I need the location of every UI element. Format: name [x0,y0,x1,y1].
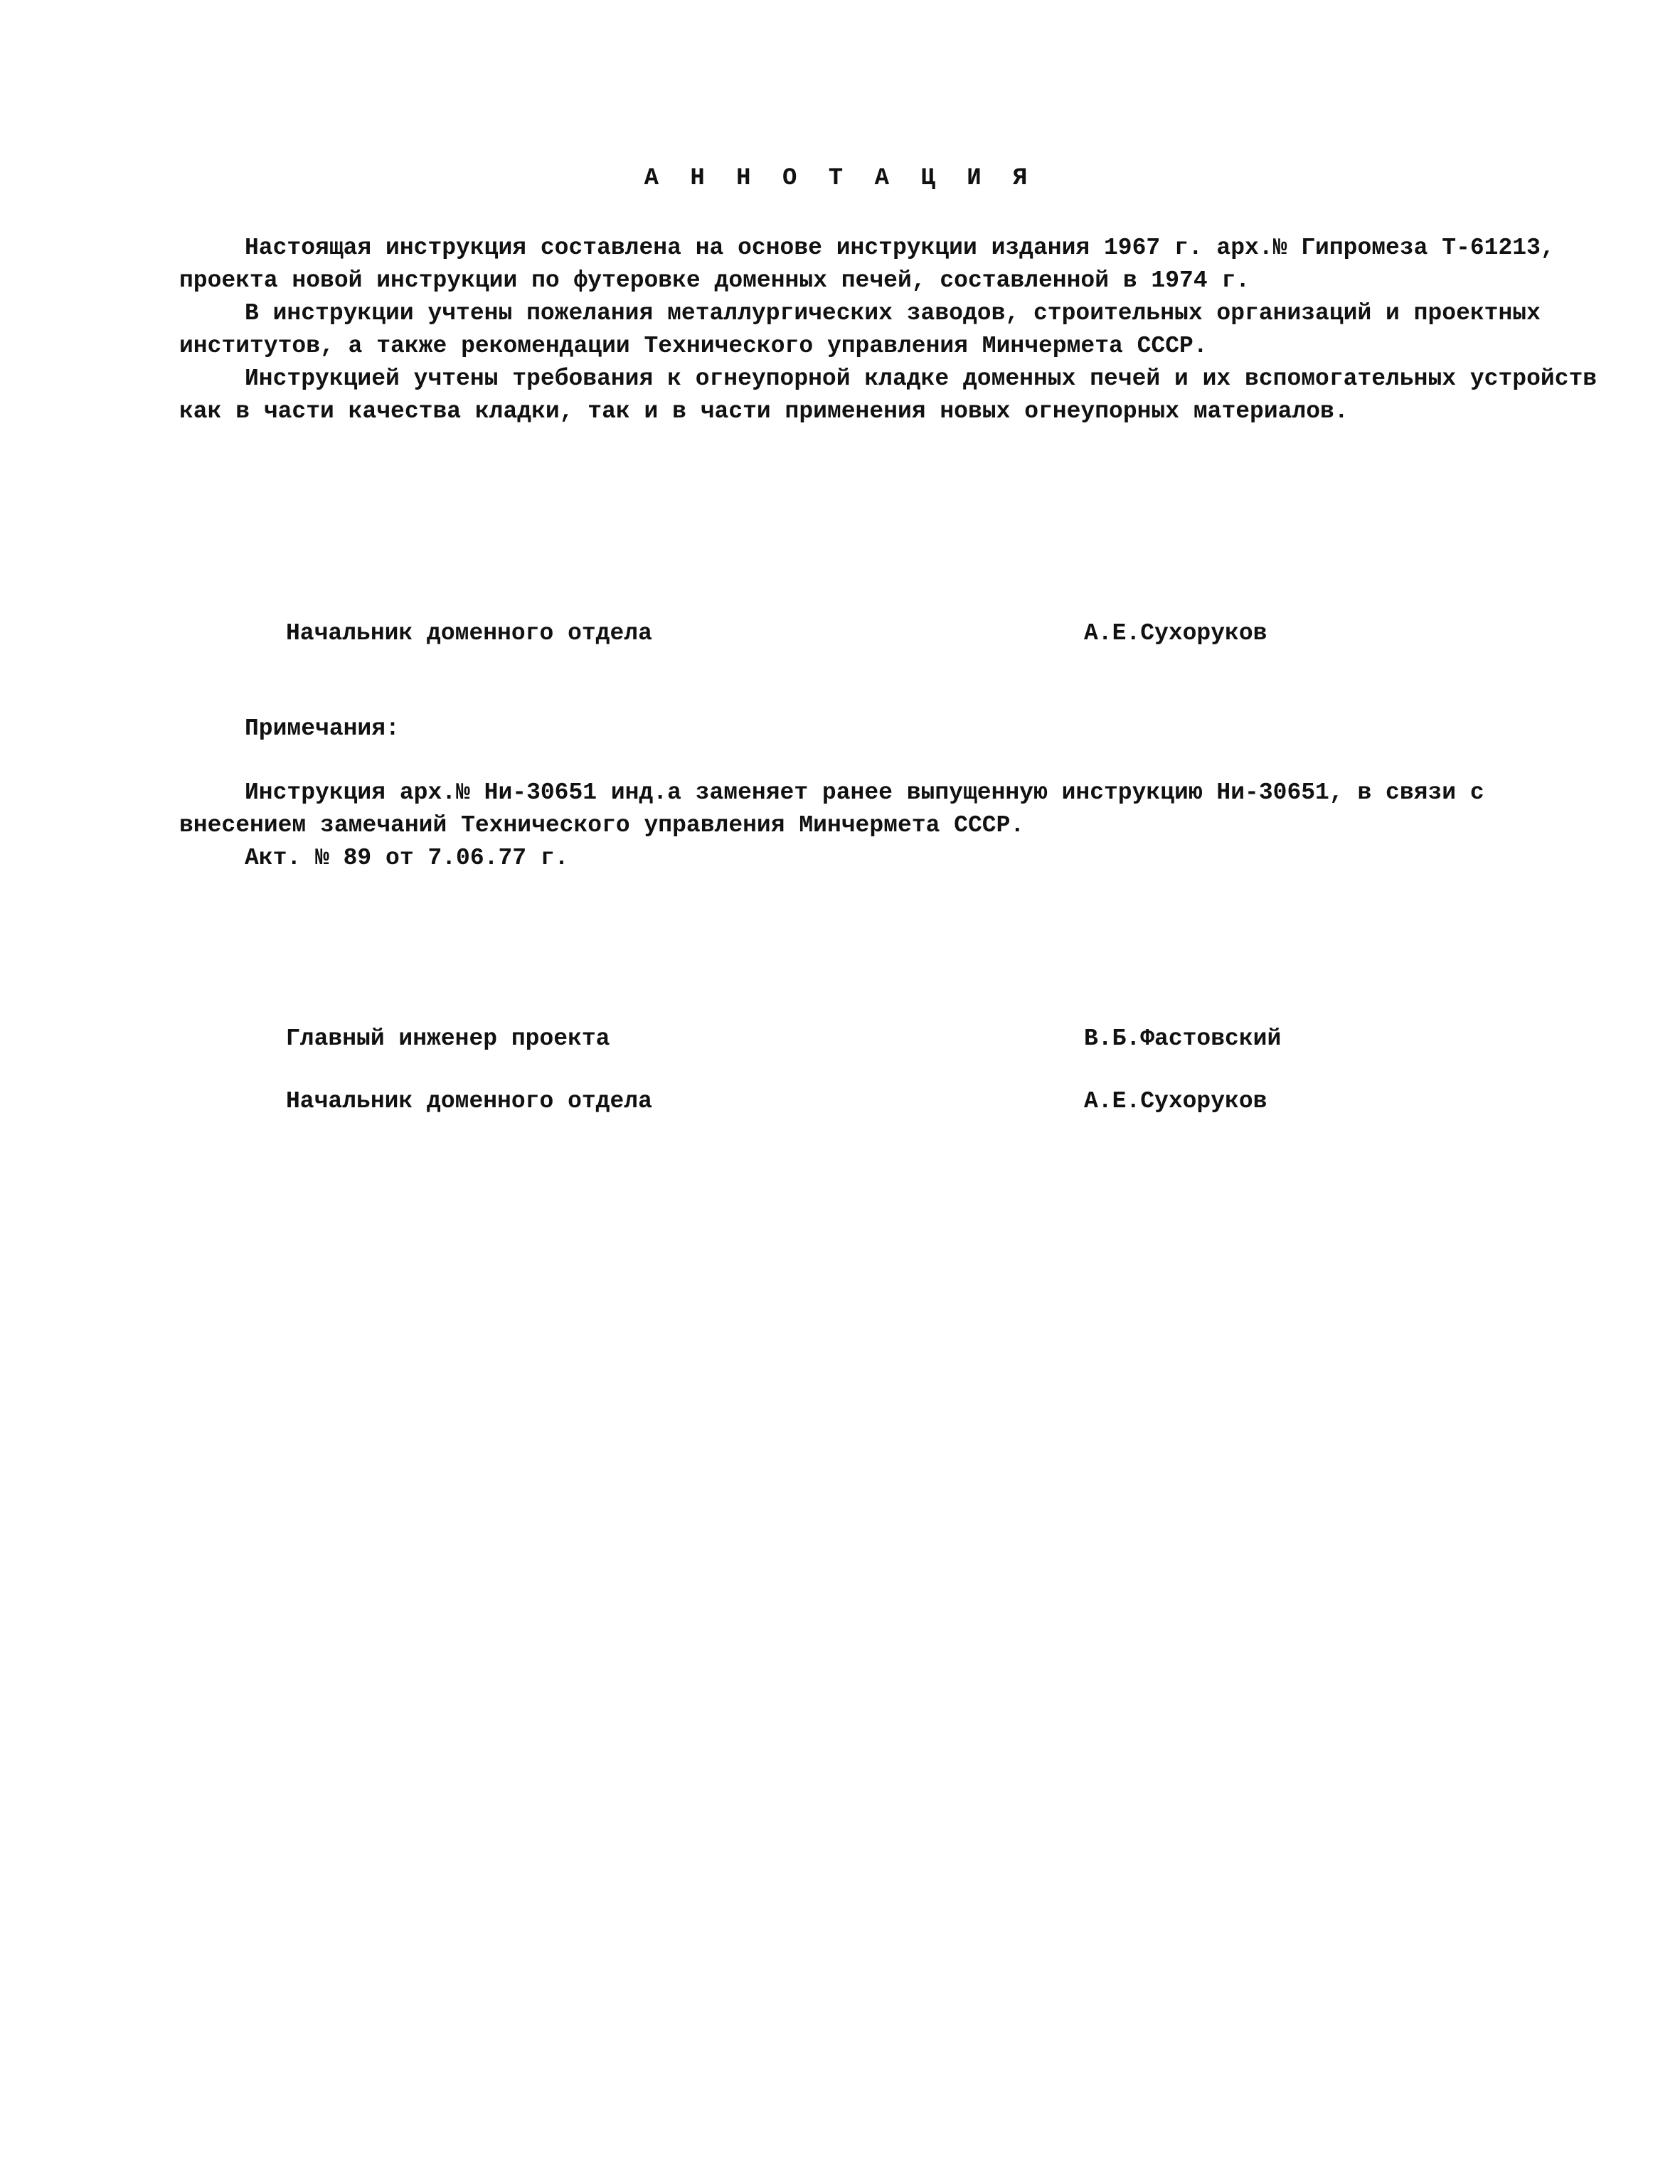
notes-line-1: Инструкция арх.№ Ни-30651 инд.а заменяет ранее выпущенную инструкцию Ни-30651, в связи с [245,779,1484,806]
signature-3-position: Начальник доменного отдела [286,1088,652,1114]
signature-2-position: Главный инженер проекта [286,1026,610,1052]
signature-1-position: Начальник доменного отдела [286,620,652,646]
notes-line-2: внесением замечаний Технического управления Минчермета СССР. [179,812,1025,838]
page-title: А Н Н О Т А Ц И Я [644,165,1036,192]
paragraph-1-line-1: Настоящая инструкция составлена на основе инструкции издания 1967 г. арх.№ Гипромеза Т-61213, [245,235,1555,261]
signature-3-name: А.Е.Сухоруков [1084,1088,1267,1114]
notes-heading: Примечания: [245,715,400,742]
notes-act: Акт. № 89 от 7.06.77 г. [245,845,569,871]
paragraph-2-line-2: институтов, а также рекомендации Технического управления Минчермета СССР. [179,333,1208,359]
paragraph-2-line-1: В инструкции учтены пожелания металлургических заводов, строительных организаций и проектных [245,300,1541,326]
paragraph-3-line-2: как в части качества кладки, так и в части применения новых огнеупорных материалов. [179,398,1349,425]
paragraph-3-line-1: Инструкцией учтены требования к огнеупорной кладке доменных печей и их вспомогательных устройств [245,366,1597,392]
signature-1-name: А.Е.Сухоруков [1084,620,1267,646]
paragraph-1-line-2: проекта новой инструкции по футеровке доменных печей, составленной в 1974 г. [179,267,1250,294]
signature-2-name: В.Б.Фастовский [1084,1026,1282,1052]
